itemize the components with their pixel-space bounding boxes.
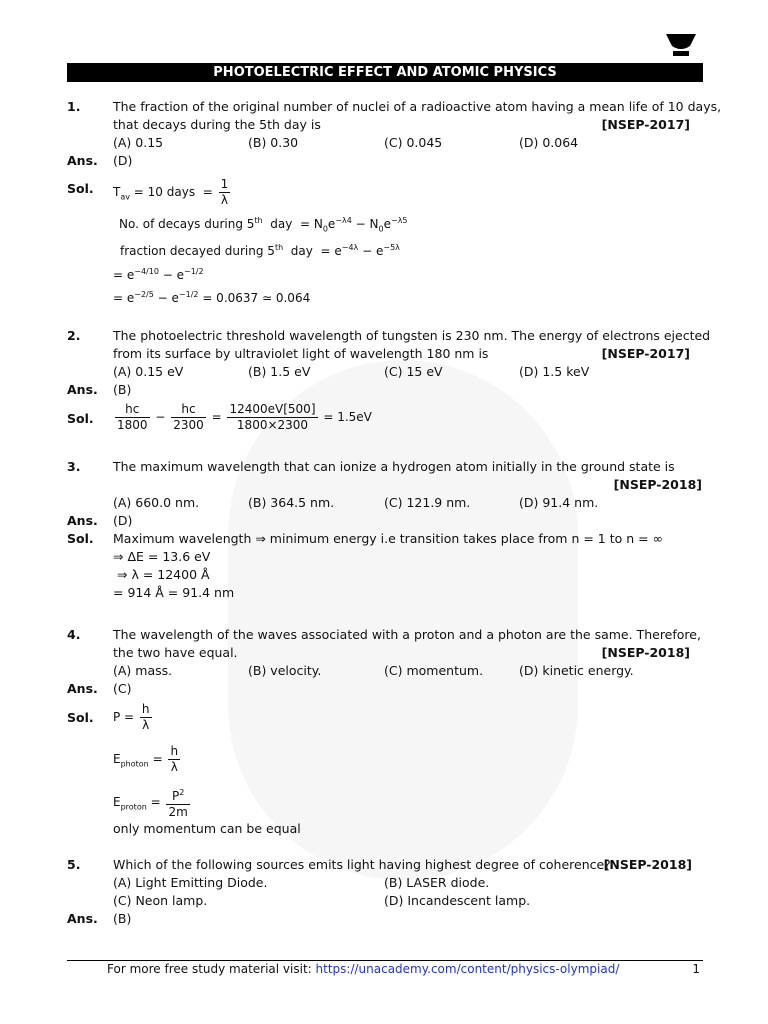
- question-number: 1.: [67, 99, 81, 114]
- option-b: (B) velocity.: [248, 663, 322, 678]
- option-d: (D) 0.064: [519, 135, 579, 150]
- answer-label: Ans.: [67, 681, 98, 696]
- question-text: The wavelength of the waves associated with a proton and a photon are the same. Therefore,: [113, 627, 701, 642]
- exam-source: [NSEP-2017]: [601, 117, 690, 132]
- footer: [107, 962, 619, 976]
- answer-value: (C): [113, 681, 132, 696]
- question-number: 2.: [67, 328, 81, 343]
- exam-source: [NSEP-2018]: [613, 477, 702, 492]
- question-text: Which of the following sources emits light having highest degree of coherence?: [113, 857, 611, 872]
- option-d: (D) 91.4 nm.: [519, 495, 599, 510]
- solution-1-equation-5: = $e^{-2/5} - e^{-1/2} = 0.0637$ ≃ 0.064: [113, 290, 311, 305]
- question-text: that decays during the 5th day is: [113, 117, 321, 132]
- exam-source: [NSEP-2018]: [601, 645, 690, 660]
- option-d: (D) Incandescent lamp.: [384, 893, 531, 908]
- option-c: (C) 0.045: [384, 135, 443, 150]
- option-b: (B) 364.5 nm.: [248, 495, 335, 510]
- option-a: (A) Light Emitting Diode.: [113, 875, 268, 890]
- answer-value: (B): [113, 911, 132, 926]
- watermark-logo: [228, 360, 578, 880]
- answer-label: Ans.: [67, 513, 98, 528]
- solution-1-equation-4: = $e^{-4/10} - e^{-1/2}$: [113, 267, 204, 282]
- exam-source: [NSEP-2018]: [603, 857, 692, 872]
- exam-source: [NSEP-2017]: [601, 346, 690, 361]
- solution-text: Maximum wavelength ⇒ minimum energy i.e transition takes place from n = 1 to n = ∞: [113, 531, 663, 546]
- solution-1-equation-3: fraction decayed during 5th day = $e^{-4\lambda} - e^{-5\lambda}$: [120, 243, 400, 258]
- answer-value: (D): [113, 513, 133, 528]
- solution-label: Sol.: [67, 531, 94, 546]
- answer-label: Ans.: [67, 382, 98, 397]
- answer-value: (D): [113, 153, 133, 168]
- solution-label: Sol.: [67, 181, 94, 196]
- solution-4-equation-3: $E_{proton}$ = $\frac{P^2}{2m}$: [113, 785, 192, 820]
- question-5: [67, 856, 702, 928]
- answer-label: Ans.: [67, 153, 98, 168]
- option-a: (A) mass.: [113, 663, 173, 678]
- question-4: [67, 626, 702, 727]
- option-c: (C) Neon lamp.: [113, 893, 208, 908]
- solution-label: Sol.: [67, 411, 94, 426]
- question-number: 4.: [67, 627, 81, 642]
- option-c: (C) 15 eV: [384, 364, 443, 379]
- page-title: PHOTOELECTRIC EFFECT AND ATOMIC PHYSICS: [67, 63, 703, 82]
- solution-text: only momentum can be equal: [113, 821, 301, 836]
- solution-text: = 914 Å = 91.4 nm: [113, 585, 235, 600]
- question-text: The photoelectric threshold wavelength of tungsten is 230 nm. The energy of electrons ejected: [113, 328, 711, 343]
- option-a: (A) 0.15: [113, 135, 164, 150]
- solution-text: ⇒ λ = 12400 Å: [117, 567, 210, 582]
- footer-text: For more free study material visit:: [107, 962, 316, 976]
- option-b: (B) 0.30: [248, 135, 299, 150]
- option-c: (C) momentum.: [384, 663, 484, 678]
- question-text: The fraction of the original number of nuclei of a radioactive atom having a mean life of 10 days,: [113, 99, 722, 114]
- solution-1-equation-2: No. of decays during 5th day = $N_0e^{-\lambda 4} - N_0e^{-\lambda 5}$: [119, 216, 408, 234]
- question-number: 3.: [67, 459, 81, 474]
- footer-divider: [67, 960, 703, 961]
- option-a: (A) 660.0 nm.: [113, 495, 200, 510]
- solution-text: ⇒ ΔE = 13.6 eV: [113, 549, 211, 564]
- unacademy-logo-icon: [666, 32, 696, 58]
- option-d: (D) kinetic energy.: [519, 663, 634, 678]
- answer-value: (B): [113, 382, 132, 397]
- solution-2-equation: $\frac{hc}{1800}$ − $\frac{hc}{2300}$ = $\frac{12400eV[500]}{1800\times 2300}$ = 1.5eV: [117, 402, 372, 432]
- page-number: 1: [692, 962, 700, 976]
- option-a: (A) 0.15 eV: [113, 364, 184, 379]
- solution-label: Sol.: [67, 710, 94, 725]
- solution-4-equation-1: P = $\frac{h}{\lambda}$: [113, 702, 150, 732]
- option-b: (B) 1.5 eV: [248, 364, 311, 379]
- question-3: [67, 458, 702, 602]
- question-text: the two have equal.: [113, 645, 238, 660]
- solution-1-equation-1: $T_{av} = 10$ days = $\frac{1}{\lambda}$: [113, 177, 229, 207]
- question-text: from its surface by ultraviolet light of wavelength 180 nm is: [113, 346, 489, 361]
- question-text: The maximum wavelength that can ionize a hydrogen atom initially in the ground state is: [113, 459, 675, 474]
- footer-link[interactable]: https://unacademy.com/content/physics-olympiad/: [315, 962, 620, 976]
- option-b: (B) LASER diode.: [384, 875, 490, 890]
- solution-4-equation-2: $E_{photon}$ = $\frac{h}{\lambda}$: [113, 744, 179, 774]
- option-d: (D) 1.5 keV: [519, 364, 590, 379]
- question-number: 5.: [67, 857, 81, 872]
- answer-label: Ans.: [67, 911, 98, 926]
- option-c: (C) 121.9 nm.: [384, 495, 471, 510]
